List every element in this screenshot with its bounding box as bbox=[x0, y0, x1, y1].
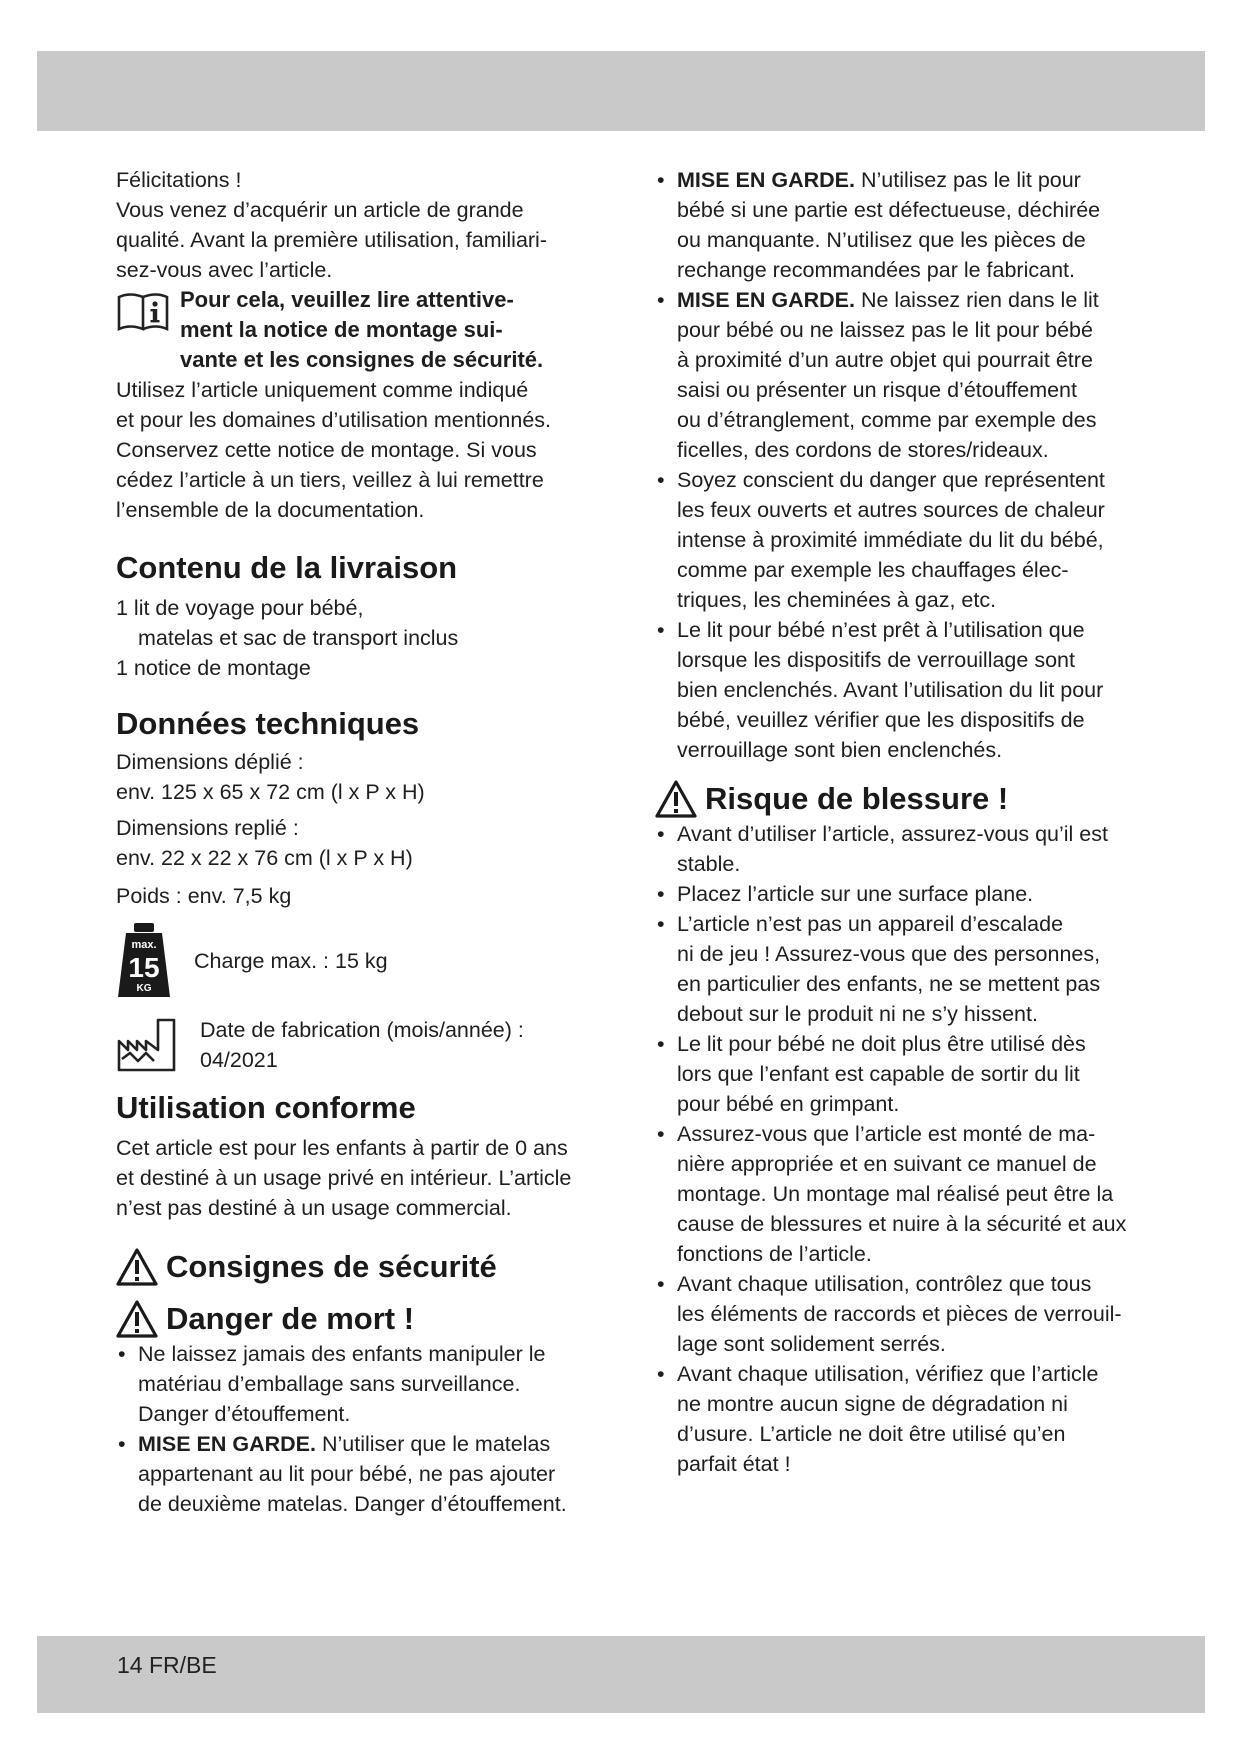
injury-heading-row bbox=[655, 779, 1135, 819]
item-line: les feux ouverts et autres sources de chaleur bbox=[677, 498, 1105, 522]
list-item bbox=[655, 1269, 1135, 1359]
item-line: • Ne laissez jamais des enfants manipuler le bbox=[138, 1342, 546, 1366]
max-load-row bbox=[116, 921, 586, 1001]
tech-line: env. 125 x 65 x 72 cm (l x P x H) bbox=[116, 780, 425, 804]
tech-line: Dimensions déplié : bbox=[116, 750, 304, 774]
item-line: ne montre aucun signe de dégradation ni bbox=[677, 1392, 1068, 1416]
warning-keyword: MISE EN GARDE. bbox=[677, 288, 855, 312]
item-line: ou d’étranglement, comme par exemple des bbox=[677, 408, 1097, 432]
list-item bbox=[655, 819, 1135, 879]
manual-info-icon bbox=[116, 289, 170, 333]
warning-icon bbox=[116, 1299, 158, 1339]
weight-icon-number: 15 bbox=[128, 952, 160, 983]
tech-weight: Poids : env. 7,5 kg bbox=[116, 884, 292, 908]
item-line: • Avant chaque utilisation, contrôlez que tous bbox=[677, 1272, 1092, 1296]
usage-line: cédez l’article à un tiers, veillez à lui remettre bbox=[116, 468, 544, 492]
right-column bbox=[655, 165, 1135, 1479]
usage-heading: Utilisation conforme bbox=[116, 1090, 416, 1125]
list-item bbox=[655, 465, 1135, 615]
item-line bbox=[138, 1429, 586, 1459]
delivery-heading: Contenu de la livraison bbox=[116, 550, 458, 585]
item-line: à proximité d’un autre objet qui pourrait être bbox=[677, 348, 1093, 372]
warning-icon bbox=[655, 779, 697, 819]
usage-line: l’ensemble de la documentation. bbox=[116, 498, 425, 522]
delivery-list bbox=[116, 593, 586, 683]
page-number: 14 FR/BE bbox=[117, 1652, 217, 1678]
item-line: comme par exemple les chauffages élec- bbox=[677, 558, 1069, 582]
tech-line: Dimensions replié : bbox=[116, 816, 299, 840]
item-line: • Le lit pour bébé ne doit plus être utilisé dès bbox=[677, 1032, 1086, 1056]
intro-line: sez-vous avec l’article. bbox=[116, 258, 333, 282]
item-text: N’utiliser que le matelas bbox=[316, 1432, 551, 1456]
manufacture-date-icon bbox=[116, 1017, 178, 1073]
item-line: • Avant d’utiliser l’article, assurez-vous qu’il est bbox=[677, 822, 1108, 846]
usage-text: n’est pas destiné à un usage commercial. bbox=[116, 1196, 512, 1220]
injury-heading: Risque de blessure ! bbox=[705, 781, 1009, 816]
item-line: appartenant au lit pour bébé, ne pas ajouter bbox=[138, 1462, 556, 1486]
usage-text: et destiné à un usage privé en intérieur. L’article bbox=[116, 1166, 572, 1190]
item-line: bébé si une partie est défectueuse, déchirée bbox=[677, 198, 1101, 222]
item-line: ou manquante. N’utilisez que les pièces de bbox=[677, 228, 1086, 252]
delivery-item-cont: matelas et sac de transport inclus bbox=[138, 626, 459, 650]
item-line: bébé, veuillez vérifier que les dispositifs de bbox=[677, 708, 1085, 732]
list-item bbox=[655, 909, 1135, 1029]
item-line: les éléments de raccords et pièces de verrouil- bbox=[677, 1302, 1122, 1326]
list-item bbox=[655, 615, 1135, 765]
delivery-section bbox=[116, 549, 586, 683]
item-line: en particulier des enfants, ne se mettent pas bbox=[677, 972, 1101, 996]
injury-list bbox=[655, 819, 1135, 1479]
usage-line: et pour les domaines d’utilisation mentionnés. bbox=[116, 408, 552, 432]
note-line: Pour cela, veuillez lire attentive- bbox=[180, 287, 514, 312]
item-line: stable. bbox=[677, 852, 741, 876]
danger-heading: Danger de mort ! bbox=[166, 1301, 415, 1336]
intro-line: Vous venez d’acquérir un article de grande bbox=[116, 198, 524, 222]
header-band bbox=[37, 51, 1205, 131]
usage-text: Cet article est pour les enfants à partir de 0 ans bbox=[116, 1136, 568, 1160]
item-line bbox=[677, 285, 1135, 315]
weight-icon-unit: KG bbox=[136, 983, 152, 994]
item-line: de deuxième matelas. Danger d’étouffement. bbox=[138, 1492, 567, 1516]
tech-heading: Données techniques bbox=[116, 706, 420, 741]
warning-icon bbox=[116, 1247, 158, 1287]
warning-keyword: MISE EN GARDE. bbox=[138, 1432, 316, 1456]
item-text: Ne laissez rien dans le lit bbox=[855, 288, 1099, 312]
left-column bbox=[116, 165, 586, 1519]
item-line: Danger d’étouffement. bbox=[138, 1402, 351, 1426]
tech-section bbox=[116, 705, 586, 1075]
note-line: vante et les consignes de sécurité. bbox=[180, 347, 544, 372]
item-line: d’usure. L’article ne doit être utilisé qu’en bbox=[677, 1422, 1066, 1446]
usage-line: Conservez cette notice de montage. Si vous bbox=[116, 438, 537, 462]
item-line: pour bébé ou ne laissez pas le lit pour bébé bbox=[677, 318, 1093, 342]
list-item bbox=[655, 1359, 1135, 1479]
max-load-text: Charge max. : 15 kg bbox=[194, 949, 388, 973]
manufacture-date-value: 04/2021 bbox=[200, 1048, 278, 1072]
safety-heading-row bbox=[116, 1247, 586, 1287]
intro-greeting: Félicitations ! bbox=[116, 168, 242, 192]
item-line: pour bébé en grimpant. bbox=[677, 1092, 900, 1116]
intro-line: qualité. Avant la première utilisation, familiari- bbox=[116, 228, 547, 252]
weight-icon-top: max. bbox=[131, 939, 157, 951]
read-manual-note bbox=[116, 285, 586, 375]
item-line: matériau d’emballage sans surveillance. bbox=[138, 1372, 521, 1396]
item-line: fonctions de l’article. bbox=[677, 1242, 872, 1266]
item-line: rechange recommandées par le fabricant. bbox=[677, 258, 1075, 282]
item-line: cause de blessures et nuire à la sécurité et aux bbox=[677, 1212, 1127, 1236]
safety-list bbox=[655, 165, 1135, 765]
item-line: ficelles, des cordons de stores/rideaux. bbox=[677, 438, 1049, 462]
item-line: • Soyez conscient du danger que représentent bbox=[677, 468, 1105, 492]
item-line: triques, les cheminées à gaz, etc. bbox=[677, 588, 997, 612]
item-line: parfait état ! bbox=[677, 1452, 791, 1476]
tech-line: env. 22 x 22 x 76 cm (l x P x H) bbox=[116, 846, 413, 870]
delivery-item: 1 notice de montage bbox=[116, 656, 311, 680]
danger-list bbox=[116, 1339, 586, 1519]
item-line: • Le lit pour bébé n’est prêt à l’utilisation que bbox=[677, 618, 1085, 642]
item-line: bien enclenchés. Avant l’utilisation du lit pour bbox=[677, 678, 1104, 702]
warning-keyword: MISE EN GARDE. bbox=[677, 168, 855, 192]
list-item bbox=[655, 1119, 1135, 1269]
item-line: lorsque les dispositifs de verrouillage sont bbox=[677, 648, 1075, 672]
item-line: intense à proximité immédiate du lit du bébé, bbox=[677, 528, 1104, 552]
manufacture-date-label: Date de fabrication (mois/année) : bbox=[200, 1018, 524, 1042]
item-line: verrouillage sont bien enclenchés. bbox=[677, 738, 1003, 762]
usage-section bbox=[116, 1089, 586, 1223]
manufacture-date-row bbox=[116, 1015, 586, 1075]
list-item bbox=[655, 285, 1135, 465]
item-line: nière appropriée et en suivant ce manuel de bbox=[677, 1152, 1097, 1176]
item-line: saisi ou présenter un risque d’étouffement bbox=[677, 378, 1077, 402]
max-weight-icon bbox=[116, 921, 172, 1001]
item-line: lors que l’enfant est capable de sortir du lit bbox=[677, 1062, 1080, 1086]
list-item bbox=[116, 1429, 586, 1519]
item-line: • Placez l’article sur une surface plane. bbox=[677, 882, 1034, 906]
usage-line: Utilisez l’article uniquement comme indiqué bbox=[116, 378, 529, 402]
safety-heading: Consignes de sécurité bbox=[166, 1249, 497, 1284]
item-line: debout sur le produit ni ne s’y hissent. bbox=[677, 1002, 1038, 1026]
danger-heading-row bbox=[116, 1299, 586, 1339]
list-item bbox=[655, 1029, 1135, 1119]
delivery-item: 1 lit de voyage pour bébé, bbox=[116, 596, 364, 620]
list-item bbox=[116, 1339, 586, 1429]
item-text: N’utilisez pas le lit pour bbox=[855, 168, 1081, 192]
item-line: montage. Un montage mal réalisé peut être la bbox=[677, 1182, 1114, 1206]
item-line: • Assurez-vous que l’article est monté de ma- bbox=[677, 1122, 1096, 1146]
intro-section bbox=[116, 165, 586, 525]
item-line bbox=[677, 165, 1135, 195]
item-line: lage sont solidement serrés. bbox=[677, 1332, 946, 1356]
list-item bbox=[655, 165, 1135, 285]
note-line: ment la notice de montage sui- bbox=[180, 317, 503, 342]
item-line: ni de jeu ! Assurez-vous que des personnes, bbox=[677, 942, 1101, 966]
item-line: • Avant chaque utilisation, vérifiez que l’article bbox=[677, 1362, 1099, 1386]
item-line: • L’article n’est pas un appareil d’escalade bbox=[677, 912, 1064, 936]
list-item bbox=[655, 879, 1135, 909]
